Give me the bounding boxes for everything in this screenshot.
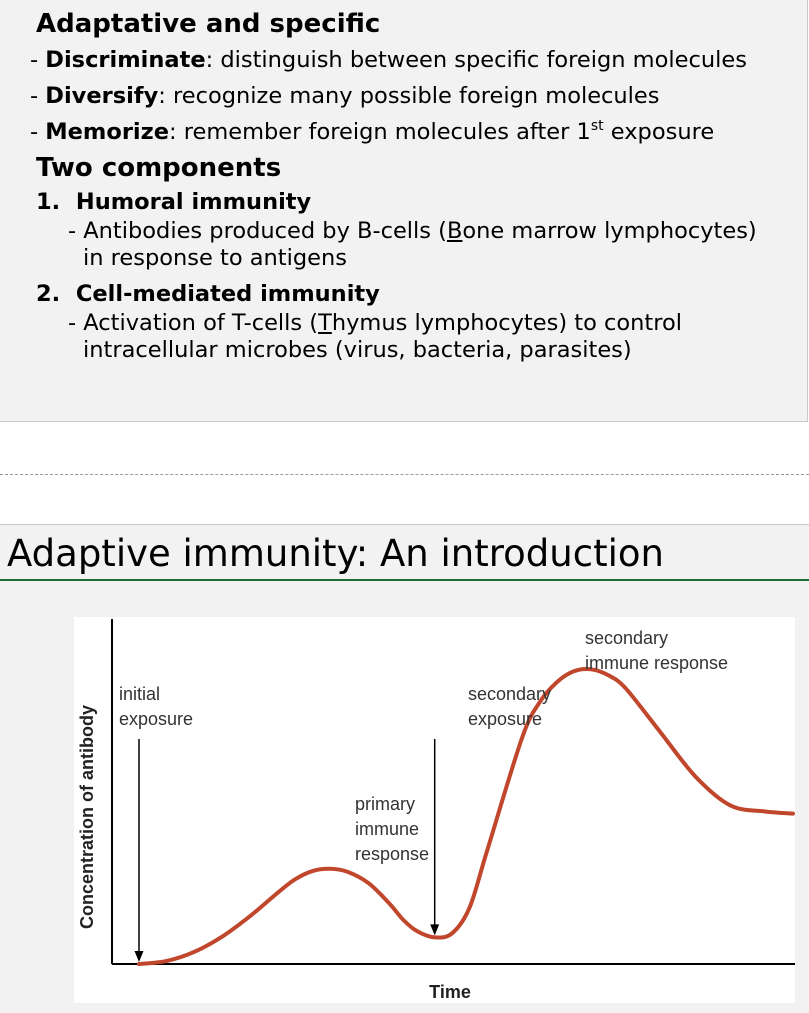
bullet-discriminate xyxy=(30,42,757,78)
annotation-label xyxy=(355,794,429,864)
heading-adaptative: Adaptative and specific xyxy=(36,9,381,39)
annotation-line: immune response xyxy=(585,653,729,673)
slide-divider xyxy=(0,474,809,475)
slide-title: Adaptive immunity: An introduction xyxy=(7,532,664,575)
bullet-term: Diversify xyxy=(45,83,159,109)
bullet-dash: - xyxy=(30,47,46,73)
heading-two-components: Two components xyxy=(36,153,282,183)
annotation-line: exposure xyxy=(468,709,543,729)
component-humoral-label: 1. Humoral immunity xyxy=(36,189,312,215)
chart-panel xyxy=(74,617,795,1003)
x-axis-label: Time xyxy=(429,982,471,1002)
annotation-line: response xyxy=(355,844,430,864)
bullet-tail: exposure xyxy=(603,119,715,145)
desc-text: - Antibodies produced by B-cells ( xyxy=(68,218,447,244)
bullet-dash: - xyxy=(30,119,46,145)
slide1-content xyxy=(30,6,757,364)
component-cell-mediated-desc-line2: intracellular microbes (virus, bacteria, parasites) xyxy=(83,337,632,363)
y-axis-label: Concentration of antibody xyxy=(77,705,97,929)
annotation-line: secondary xyxy=(468,684,552,704)
title-underline xyxy=(0,579,809,581)
component-humoral-desc-line1 xyxy=(68,218,757,245)
superscript-st: st xyxy=(590,118,604,134)
annotation-label xyxy=(585,628,728,673)
component-cell-mediated-desc-line1 xyxy=(68,310,757,337)
annotation-line: immune xyxy=(355,819,420,839)
annotation-line: secondary xyxy=(585,628,669,648)
bullet-memorize xyxy=(30,114,757,150)
desc-text: - Activation of T-cells ( xyxy=(68,310,319,336)
annotation-label xyxy=(119,684,193,729)
annotation-line: primary xyxy=(355,794,416,814)
antibody-curve xyxy=(139,669,793,964)
bullet-text: : distinguish between specific foreign molecules xyxy=(205,47,747,73)
annotation-line: initial xyxy=(119,684,161,704)
bullet-term: Discriminate xyxy=(45,47,206,73)
desc-text: one marrow lymphocytes) xyxy=(462,218,757,244)
desc-underlined-letter: B xyxy=(446,218,463,244)
component-humoral-desc-line2: in response to antigens xyxy=(83,245,347,271)
bullet-diversify xyxy=(30,78,757,114)
annotation-arrow-head xyxy=(135,951,144,962)
slide-adaptative-specific xyxy=(0,0,808,422)
bullet-text: : recognize many possible foreign molecules xyxy=(158,83,660,109)
slide-adaptive-immunity-intro xyxy=(0,524,809,1013)
bullet-term: Memorize xyxy=(45,119,169,145)
desc-underlined-letter: T xyxy=(318,310,332,336)
annotation-line: exposure xyxy=(119,709,194,729)
component-cell-mediated-label: 2. Cell-mediated immunity xyxy=(36,281,380,307)
bullet-text: : remember foreign molecules after 1 xyxy=(169,119,591,145)
annotation-arrow-head xyxy=(430,924,439,935)
bullet-dash: - xyxy=(30,83,46,109)
antibody-response-chart xyxy=(74,617,795,1003)
desc-text: hymus lymphocytes) to control xyxy=(331,310,682,336)
